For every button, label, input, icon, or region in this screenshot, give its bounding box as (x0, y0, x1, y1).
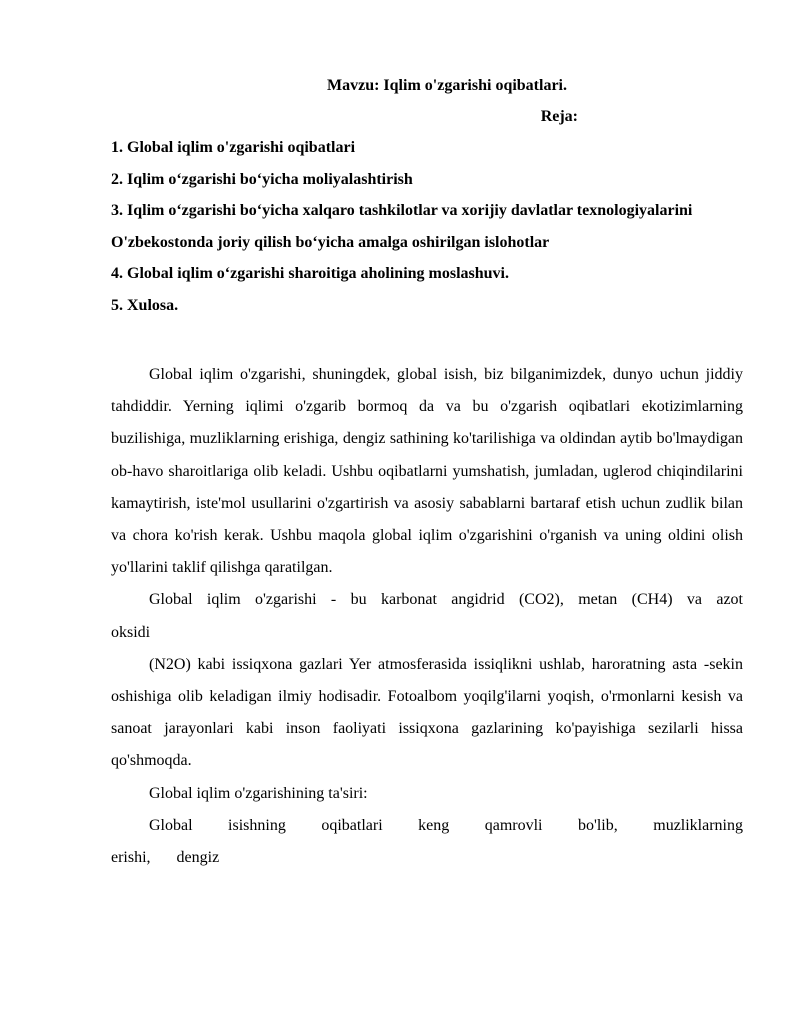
body-paragraph: Global iqlim o'zgarishi, shuningdek, global isish, biz bilganimizdek, dunyo uchun jiddiy tahdiddir. Yerning iqlimi o'zgarib bormoq da va bu o'zgarish oqibatlari ekotizimlarning buzilishiga, muzliklarning erishiga, dengiz sathining ko'tarilishiga va oldindan aytib bo'lmaydigan ob-havo sharoitlariga olib keladi. Ushbu oqibatlarni yumshatish, jumladan, uglerod chiqindilarini kamaytirish, iste'mol usullarini o'zgartirish va asosiy sabablarni bartaraf etish uchun zudlik bilan va chora ko'rish kerak. Ushbu maqola global iqlim o'zgarishini o'rganish va uning oldini olish yo'llarini taklif qilishga qaratilgan. (111, 366, 743, 577)
body-paragraph: Global iqlim o'zgarishi - bu karbonat angidrid (CO2), metan (CH4) va azot oksidi (111, 591, 743, 641)
plan-item: 1. Global iqlim o'zgarishi oqibatlari (111, 139, 356, 156)
body-paragraph: (N2O) kabi issiqxona gazlari Yer atmosferasida issiqlikni ushlab, haroratning asta -sekin oshishiga olib keladigan ilmiy hodisadir. Fotoalbom yoqilg'ilarni yoqish, o'rmonlarni kesish va sanoat jarayonlari kabi inson faoliyati issiqxona gazlarining ko'payishiga sezilarli hissa qo'shmoqda. (111, 655, 743, 770)
plan-heading: Reja: (540, 108, 578, 125)
plan-item: 4. Global iqlim o‘zgarishi sharoitiga aholining moslashuvi. (111, 265, 509, 282)
document-title: Mavzu: Iqlim o'zgarishi oqibatlari. (327, 77, 567, 94)
plan-item: 2. Iqlim o‘zgarishi bo‘yicha moliyalashtirish (111, 170, 413, 188)
section-spacer (111, 321, 743, 359)
plan-item: 3. Iqlim o‘zgarishi bo‘yicha xalqaro tashkilotlar va xorijiy davlatlar texnologiyalarini O'zbekostonda joriy qilish bo‘yicha amalga oshirilgan islohotlar (111, 202, 693, 251)
plan-list (111, 132, 743, 321)
plan-item: 5. Xulosa. (111, 296, 179, 314)
document-page (111, 70, 743, 874)
body-paragraph: Global isishning oqibatlari keng qamrovli bo'lib, muzliklarning erishi, dengiz (111, 816, 743, 867)
body-paragraph: Global iqlim o'zgarishining ta'siri: (149, 784, 368, 802)
